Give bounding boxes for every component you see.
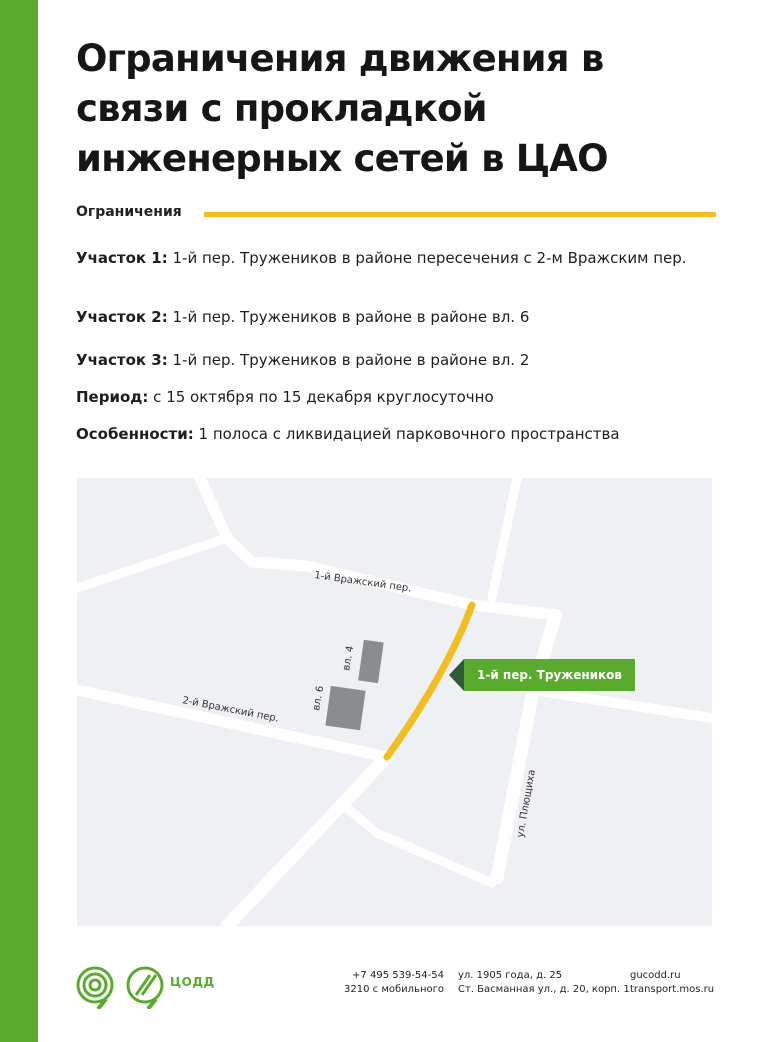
label-vrazh2: 2-й Вражский пер. [181, 695, 280, 725]
label-vl6: вл. 6 [311, 684, 327, 712]
period [76, 385, 716, 410]
page-title: Ограничения движения в связи с прокладкой инженерных сетей в ЦАО [76, 37, 608, 180]
site-1[interactable]: gucodd.ru [630, 970, 681, 981]
section-label: Ограничения [76, 204, 182, 220]
left-accent-bar [0, 0, 38, 1042]
road-plyushcha [497, 616, 555, 878]
footer-phones [338, 969, 444, 997]
road-right [534, 690, 712, 718]
map [77, 478, 712, 926]
phone-1: +7 495 539-54-54 [352, 970, 444, 981]
section-2-text: 1-й пер. Тружеников в районе в районе вл. 6 [167, 308, 530, 326]
codd-logo-icon [76, 965, 168, 1009]
highlight-tag-arrow [449, 659, 464, 691]
label-vl4: вл. 4 [341, 644, 357, 672]
road-bottom [347, 808, 492, 883]
section-3-label: Участок 3: [76, 351, 168, 369]
map-svg [77, 478, 712, 926]
section-3-text: 1-й пер. Тружеников в районе в районе вл. 2 [167, 351, 530, 369]
footer [0, 955, 770, 1015]
logo-text: ЦОДД [170, 975, 215, 989]
building-vl4 [358, 640, 384, 683]
address-2: Ст. Басманная ул., д. 20, корп. 1 [458, 984, 630, 995]
features-text: 1 полоса с ликвидацией парковочного пространства [193, 425, 620, 443]
label-plyushcha: ул. Плющиха [515, 768, 538, 839]
section-header [76, 204, 716, 226]
section-divider [204, 212, 716, 217]
phone-2: 3210 с мобильного [344, 984, 444, 995]
section-1-label: Участок 1: [76, 249, 168, 267]
roads [77, 478, 712, 926]
road-top-mid [492, 478, 517, 598]
footer-addresses [458, 969, 630, 997]
features [76, 422, 716, 447]
section-3 [76, 348, 716, 373]
period-label: Период: [76, 388, 149, 406]
section-2-label: Участок 2: [76, 308, 168, 326]
highlight-tag: 1-й пер. Тружеников [464, 659, 635, 691]
features-label: Особенности: [76, 425, 194, 443]
road-top-left [77, 538, 227, 588]
section-1 [76, 246, 716, 271]
period-text: с 15 октября по 15 декабря круглосуточно [148, 388, 494, 406]
section-2 [76, 305, 716, 330]
footer-sites [630, 969, 714, 997]
address-1: ул. 1905 года, д. 25 [458, 970, 563, 981]
section-1-text: 1-й пер. Тружеников в районе пересечения с 2-м Вражским пер. [167, 249, 687, 267]
building-vl6 [325, 686, 365, 730]
label-vrazh1: 1-й Вражский пер. [313, 570, 413, 595]
road-bottom-diag [227, 757, 387, 926]
site-2[interactable]: transport.mos.ru [630, 984, 715, 995]
